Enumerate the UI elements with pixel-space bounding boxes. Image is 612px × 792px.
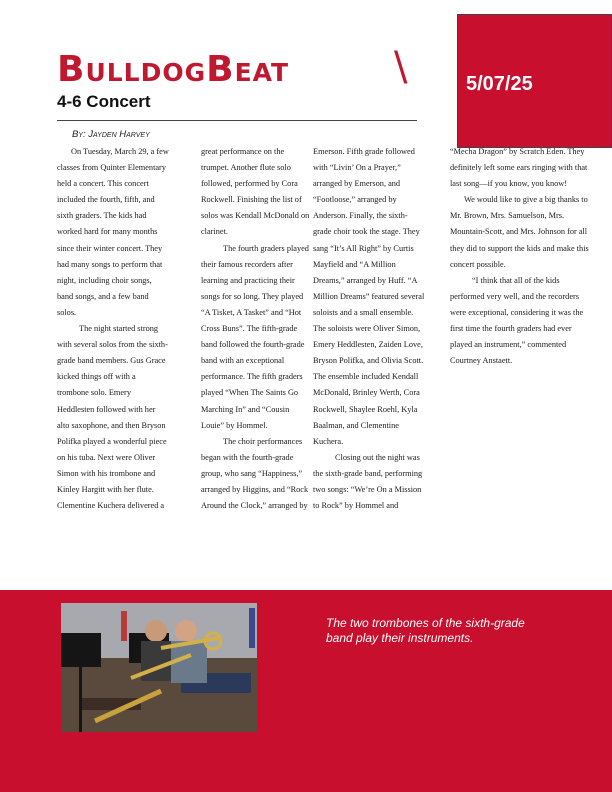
masthead-title: BulldogBeat [57,49,290,90]
byline: By: Jayden Harvey [72,129,150,140]
issue-date: 5/07/25 [466,73,533,95]
header-rule [57,120,417,121]
article-column-3 [313,144,425,514]
article-paragraph: We would like to give a big thanks to Mr. Brown, Mrs. Samuelson, Mrs. Mountain-Scott, and Mrs. Johnson for all they did to support the kids and make this concert possible. [450,195,589,269]
article-column-2 [201,144,313,514]
photo-caption: The two trombones of the sixth-grade band play their instruments. [326,616,525,645]
article-paragraph: The fourth graders played their famous recorders after learning and practicing their songs for so long. They played “A Tisket, A Tasket” and “Hot Cross Buns”. The fifth-grade band followed the fourth-grade band with an exceptional performance. The fifth graders played “When The Saints Go Marching In” and “Cousin Louie” by Hommel. [201,243,309,430]
concert-photo-illustration [61,603,257,732]
article-paragraph: great performance on the trumpet. Another flute solo followed, performed by Cora Rockwell. Finishing the list of solos was Kendall McDonald on clarinet. [201,147,310,237]
article-paragraph: Emerson. Fifth grade followed with “Livin’ On a Prayer,” arranged by Emerson, and “Footloose,” arranged by Anderson. Finally, the sixth-grade choir took the stage. They sang “It’s All Right” by Curtis Mayfield and “A Million Dreams,” arranged by Huff. “A Million Dreams” featured several soloists and a small ensemble. The soloists were Oliver Simon, Emery Heddlesten, Zaiden Love, Bryson Polifka, and Olivia Scott. The ensemble included Kendall McDonald, Brinley Werth, Cora Rockwell, Shaylee Roehl, Kyla Baalman, and Clementine Kuchera. [313,147,425,446]
masthead-slash: \ [394,44,408,90]
article-paragraph: On Tuesday, March 29, a few classes from Quinter Elementary held a concert. This concert included the fourth, fifth, and sixth graders. The kids had worked hard for many months since their winter concert. They had many songs to perform that night, including choir songs, band songs, and a few band solos. [57,147,169,317]
article-paragraph: The choir performances began with the fourth-grade group, who sang “Happiness,” arranged by Higgins, and “Rock Around the Clock,” arranged by [201,436,309,511]
article-column-1 [57,144,169,514]
article-paragraph: “I think that all of the kids performed very well, and the recorders were exceptional, considering it was the first time the fourth graders had ever played an instrument,” commented Courtney Anstaett. [450,275,584,366]
date-box [457,14,612,148]
article-headline: 4-6 Concert [57,92,151,111]
article-paragraph: The night started strong with several solos from the sixth-grade band members. Gus Grace kicked things off with a trombone solo. Emery Heddlesten followed with her alto saxophone, and then Bryson Polifka played a wonderful piece on his tuba. Next were Oliver Simon with his trombone and Kinley Hargitt with her flute. Clementine Kuchera delivered a [57,324,168,511]
article-column-4 [450,144,594,369]
concert-photo [61,603,257,732]
article-paragraph: “Mecha Dragon” by Scratch Eden. They definitely left some ears ringing with that last song—if you know, you know! [450,147,588,189]
article-paragraph: Closing out the night was the sixth-grade band, performing two songs: “We’re On a Mission to Rock” by Hommel and [313,452,423,511]
